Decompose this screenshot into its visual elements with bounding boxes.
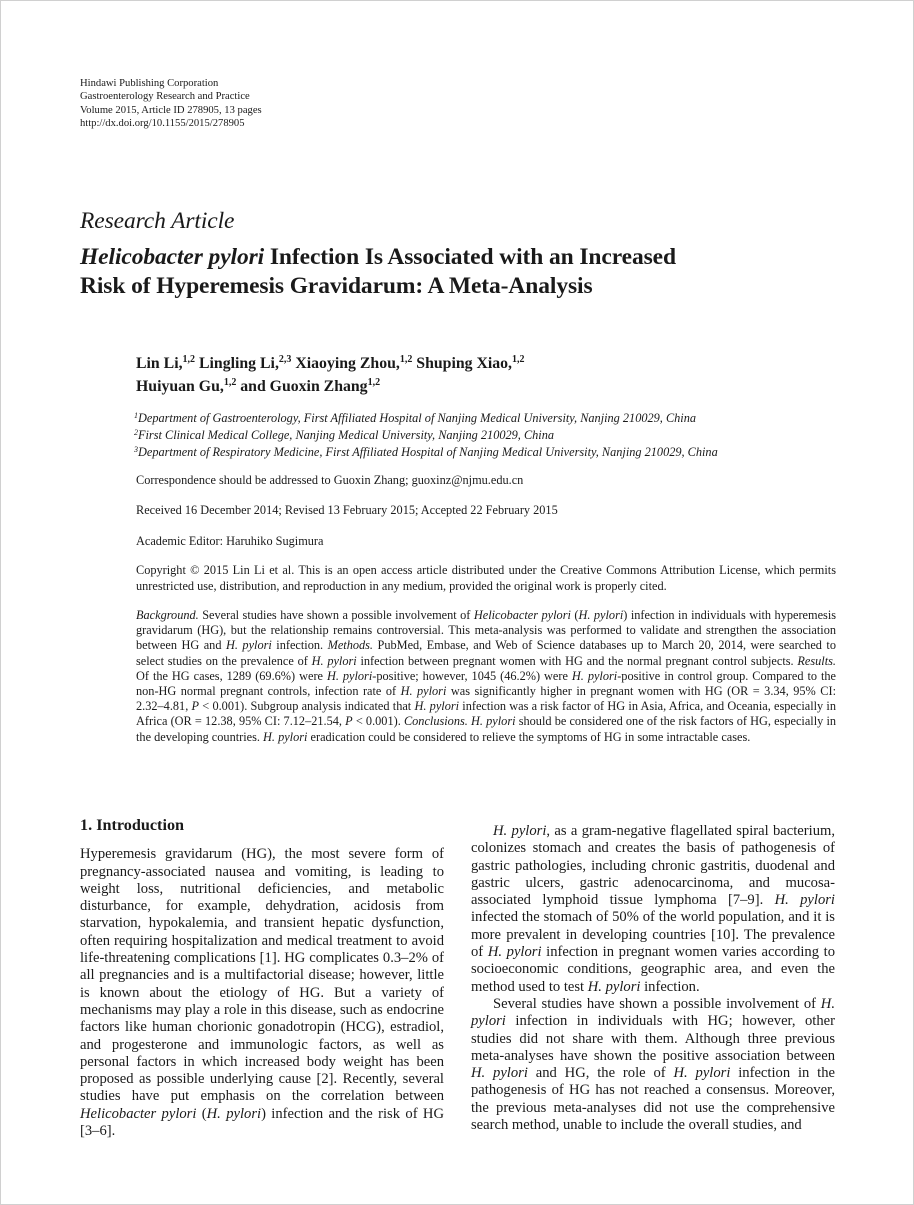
author: and Guoxin Zhang	[240, 378, 368, 395]
species-name: Helicobacter pylori	[80, 1105, 197, 1122]
species-name: H. pylori	[311, 653, 357, 668]
abstract-text: was significantly higher in pregnant women with HG (OR = 3.34, 95% CI: 2.32–4.81,	[136, 684, 836, 714]
species-name: H. pylori	[774, 892, 835, 909]
title-line2: Risk of Hyperemesis Gravidarum: A Meta-Analysis	[80, 273, 593, 299]
paragraph-text: ) infection and the risk of HG [3–6].	[80, 1105, 444, 1140]
abstract-label-conclusions: Conclusions.	[403, 714, 468, 729]
species-name: H. pylori	[673, 1065, 731, 1082]
abstract-text: should be considered one of the risk factors of HG, especially in the developing countries.	[136, 714, 837, 744]
affiliation-number: 2	[134, 428, 138, 437]
species-name: H. pylori	[471, 714, 516, 729]
author-affil: 2,3	[278, 354, 292, 365]
article-type: Research Article	[80, 208, 235, 234]
paragraph-text: , as a gram-negative flagellated spiral bacterium, colonizes stomach and creates the basis of pathogenesis of gastric pathologies, including chronic gastritis, duodenal and gastric ulcers, gastric adenocarcinoma, and mucosa-associated lymphoid tissue lymphoma [7–9].	[471, 823, 835, 909]
paragraph	[471, 996, 835, 1134]
species-name: H. pylori	[400, 684, 447, 699]
journal-header	[80, 77, 262, 131]
author-affil: 1,2	[223, 377, 237, 388]
author: Shuping Xiao,	[416, 355, 513, 372]
paragraph-text: infection.	[640, 978, 700, 995]
abstract-text: -positive; however, 1045 (46.2%) were	[372, 668, 572, 683]
species-name: H. pylori	[493, 823, 547, 839]
species-name: H. pylori	[263, 729, 308, 744]
affiliation-text: Department of Respiratory Medicine, First Affiliated Hospital of Nanjing Medical University, Nanjing 210029, China	[138, 445, 718, 459]
paragraph	[80, 846, 444, 1140]
author-list	[136, 352, 525, 398]
affiliation-text: Department of Gastroenterology, First Affiliated Hospital of Nanjing Medical University, Nanjing 210029, China	[138, 411, 697, 425]
affiliation-number: 1	[134, 411, 138, 420]
species-name: H. pylori	[326, 668, 373, 683]
paragraph-text: infection in pregnant women varies according to socioeconomic conditions, geographic area, and even the method used to test	[471, 944, 836, 995]
affiliation	[134, 427, 718, 444]
paragraph-text: infection in individuals with HG; however, other studies did not share with them. Although three previous meta-analyses have shown the positive association between	[471, 1013, 835, 1064]
abstract-text: < 0.001).	[352, 714, 404, 729]
abstract-text: ) infection in individuals with hyperemesis gravidarum (HG), but the relationship remains controversial. This meta-analysis was performed to validate and strengthen the association between HG and	[136, 608, 837, 653]
abstract-text: < 0.001). Subgroup analysis indicated that	[199, 699, 415, 714]
affiliation	[134, 410, 718, 427]
abstract-text: (	[570, 608, 579, 622]
correspondence: Correspondence should be addressed to Guoxin Zhang; guoxinz@njmu.edu.cn	[136, 473, 524, 487]
section-heading: 1. Introduction	[80, 816, 185, 834]
author-affil: 1,2	[182, 354, 196, 365]
abstract-text: Several studies have shown a possible involvement of	[198, 608, 474, 622]
journal-name: Gastroenterology Research and Practice	[80, 91, 250, 103]
abstract-label-results: Results.	[797, 653, 837, 668]
paragraph-text: Hyperemesis gravidarum (HG), the most severe form of pregnancy-associated nausea and vomiting, is leading to weight loss, nutritional deficiencies, and metabolic disturbance, for example, dehydration, acidosis from starvation, hypokalemia, and transient hepatic dysfunction, often requiring hospitalization and medical treatment to avoid life-threatening complications [1]. HG complicates 0.3–2% of all pregnancies and is a multifactorial disease; however, little is known about the etiology of HG. But a variety of mechanisms may play a role in this disease, such as endocrine factors like human chorionic gonadotropin (HCG), estradiol, and progesterone and immunologic factors, as well as personal factors in which increased body weight has been proposed as possible underlying cause [2]. Recently, several studies have put emphasis on the correlation between	[80, 846, 444, 1105]
paragraph-text: infected the stomach of 50% of the world population, and it is more prevalent in developing countries [10]. The prevalence of	[471, 909, 835, 961]
author: Lin Li,	[136, 355, 183, 372]
author: Huiyuan Gu,	[136, 378, 224, 395]
abstract-text: -positive in control group. Compared to the non-HG normal pregnant controls, infection rate of	[136, 668, 836, 699]
paragraph	[471, 823, 835, 996]
species-name: H. pylori	[471, 995, 835, 1030]
author-affil: 1,2	[399, 354, 413, 365]
abstract	[136, 608, 836, 745]
species-name: H. pylori	[471, 1065, 528, 1082]
body-column-right	[471, 823, 835, 1134]
article-dates: Received 16 December 2014; Revised 13 February 2015; Accepted 22 February 2015	[136, 503, 558, 517]
affiliation-number: 3	[134, 445, 138, 454]
abstract-text: infection was a risk factor of HG in Asia, Africa, and Oceania, especially in Africa (OR = 12.38, 95% CI: 7.12–21.54,	[136, 699, 836, 729]
volume-info: Volume 2015, Article ID 278905, 13 pages	[80, 104, 262, 116]
author: Xiaoying Zhou,	[295, 355, 400, 372]
affiliation-text: First Clinical Medical College, Nanjing Medical University, Nanjing 210029, China	[138, 428, 555, 442]
species-name: H. pylori	[206, 1105, 262, 1122]
p-value-symbol: P	[345, 714, 353, 729]
species-name: Helicobacter pylori	[473, 608, 571, 622]
species-name: H. pylori	[414, 699, 460, 714]
species-name: H. pylori	[587, 978, 641, 995]
paragraph-text: and HG, the role of	[527, 1065, 674, 1082]
paragraph-text: (	[196, 1105, 207, 1122]
paragraph-text: Several studies have shown a possible involvement of	[493, 995, 821, 1012]
abstract-text: PubMed, Embase, and Web of Science databases up to March 20, 2014, were searched to select studies on the prevalence of	[136, 638, 836, 668]
species-name: H. pylori	[225, 638, 272, 653]
abstract-label-background: Background.	[136, 608, 199, 622]
abstract-text: eradication could be considered to relieve the symptoms of HG in some intractable cases.	[307, 729, 751, 744]
abstract-text: infection.	[271, 638, 328, 653]
author-affil: 1,2	[512, 354, 525, 365]
paragraph-text: infection in the pathogenesis of HG has not reached a consensus. Moreover, the previous meta-analyses did not use the comprehensive search method, unable to include the overall studies, and	[471, 1065, 835, 1134]
affiliation	[134, 444, 718, 461]
species-name: H. pylori	[571, 668, 618, 683]
article-title	[80, 243, 676, 301]
author-affil: 1,2	[367, 377, 381, 388]
academic-editor: Academic Editor: Haruhiko Sugimura	[136, 534, 324, 548]
copyright-notice: Copyright © 2015 Lin Li et al. This is an open access article distributed under the Creative Commons Attribution License, which permits unrestricted use, distribution, and reproduction in any medium, provided the original work is properly cited.	[136, 563, 836, 593]
abstract-text: infection between pregnant women with HG and the normal pregnant control subjects.	[356, 653, 798, 668]
title-line1: Infection Is Associated with an Increased	[264, 244, 676, 270]
body-column-left	[80, 817, 444, 1140]
abstract-text: Of the HG cases, 1289 (69.6%) were	[136, 668, 327, 683]
abstract-label-methods: Methods.	[327, 638, 374, 653]
species-name: H. pylori	[487, 944, 542, 961]
publisher: Hindawi Publishing Corporation	[80, 78, 219, 89]
affiliations	[134, 410, 718, 461]
title-italic: Helicobacter pylori	[80, 244, 265, 270]
doi-link[interactable]: http://dx.doi.org/10.1155/2015/278905	[80, 118, 245, 130]
author: Lingling Li,	[199, 355, 279, 372]
species-name: H. pylori	[578, 608, 624, 622]
p-value-symbol: P	[191, 699, 200, 714]
